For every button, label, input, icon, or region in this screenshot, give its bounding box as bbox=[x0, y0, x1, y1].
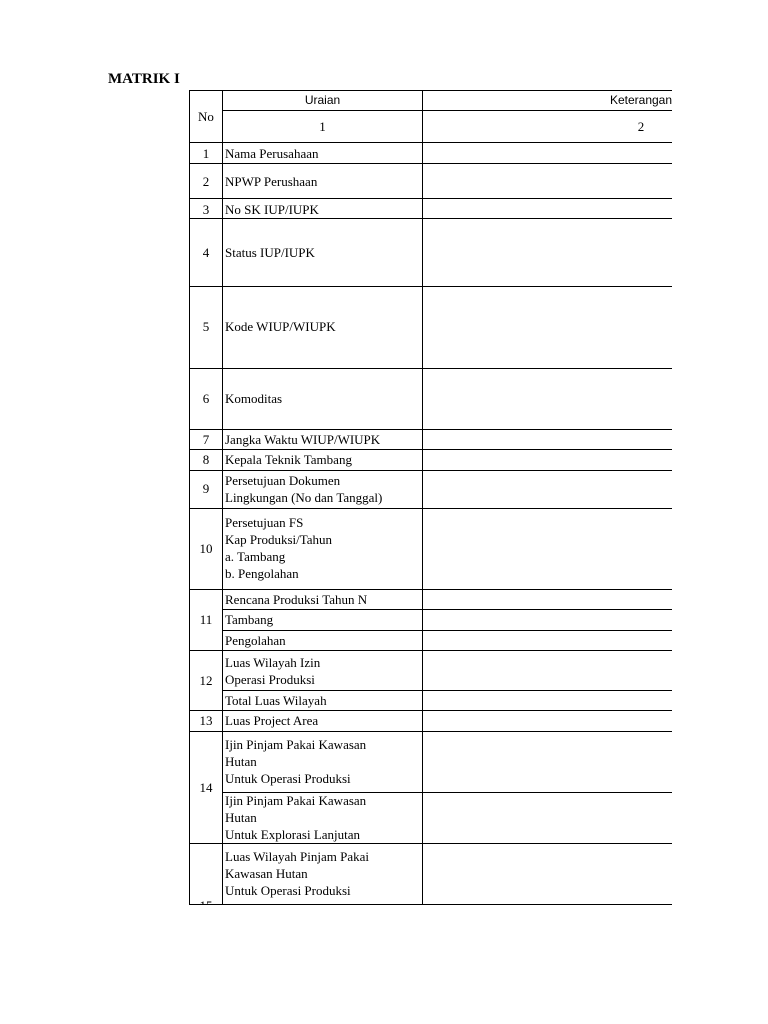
table-row-divider bbox=[222, 630, 672, 631]
table-row-divider bbox=[189, 429, 672, 430]
row-number: 6 bbox=[202, 391, 210, 406]
row-label: Rencana Produksi Tahun N bbox=[225, 592, 368, 607]
table-row-divider bbox=[189, 650, 672, 651]
table-row-divider bbox=[189, 90, 672, 91]
table-row-divider bbox=[189, 589, 672, 590]
row-label: Persetujuan FS Kap Produksi/Tahun a. Tambang b. Pengolahan bbox=[225, 515, 333, 581]
document-title: MATRIK I bbox=[108, 71, 180, 87]
row-number: 4 bbox=[202, 245, 210, 260]
row-number: 13 bbox=[199, 713, 213, 728]
table-col-divider bbox=[422, 90, 423, 904]
row-number: 12 bbox=[199, 673, 213, 688]
row-number: 11 bbox=[199, 612, 213, 627]
row-number: 10 bbox=[199, 541, 213, 556]
row-number: 3 bbox=[202, 202, 210, 217]
row-label: Pengolahan bbox=[225, 633, 286, 648]
row-label: Status IUP/IUPK bbox=[225, 245, 315, 260]
row-label: Persetujuan Dokumen Lingkungan (No dan Tanggal) bbox=[225, 473, 383, 505]
row-label: Total Luas Wilayah bbox=[225, 693, 327, 708]
row-label: No SK IUP/IUPK bbox=[225, 202, 319, 217]
table-row-divider bbox=[222, 609, 672, 610]
row-label: Ijin Pinjam Pakai Kawasan Hutan Untuk Operasi Produksi bbox=[225, 737, 367, 786]
row-label: Ijin Pinjam Pakai Kawasan Hutan Untuk Explorasi Lanjutan bbox=[225, 793, 367, 842]
header-col-number: 2 bbox=[637, 119, 645, 134]
table-row-divider bbox=[189, 198, 672, 199]
table-row-divider bbox=[189, 163, 672, 164]
row-number: 5 bbox=[202, 319, 210, 334]
table-col-divider bbox=[222, 90, 223, 904]
row-label: Komoditas bbox=[225, 391, 283, 406]
table-row-divider bbox=[189, 218, 672, 219]
table-row-divider bbox=[189, 710, 672, 711]
row-number: 7 bbox=[202, 432, 210, 447]
table-row-divider bbox=[189, 286, 672, 287]
table-row-divider bbox=[189, 843, 672, 844]
table-row-divider bbox=[189, 368, 672, 369]
header-uraian: Uraian bbox=[304, 93, 341, 107]
row-label: Jangka Waktu WIUP/WIUPK bbox=[225, 432, 381, 447]
row-number: 14 bbox=[199, 780, 213, 795]
table-row-divider bbox=[222, 110, 672, 111]
table-row-divider bbox=[189, 508, 672, 509]
header-keterangan: Keterangan bbox=[609, 93, 673, 107]
table-row-divider bbox=[189, 470, 672, 471]
row-label: Kode WIUP/WIUPK bbox=[225, 319, 336, 334]
row-label: Kepala Teknik Tambang bbox=[225, 452, 352, 467]
header-no: No bbox=[198, 109, 214, 124]
table-row-divider bbox=[222, 690, 672, 691]
row-label: Luas Project Area bbox=[225, 713, 319, 728]
table-row-divider bbox=[189, 731, 672, 732]
row-number: 1 bbox=[202, 146, 210, 161]
row-label: Tambang bbox=[225, 612, 274, 627]
row-label: NPWP Perushaan bbox=[225, 174, 318, 189]
table-row-divider bbox=[189, 449, 672, 450]
row-number: 8 bbox=[202, 452, 210, 467]
header-col-number: 1 bbox=[319, 119, 326, 134]
row-label: Nama Perusahaan bbox=[225, 146, 319, 161]
row-label: Luas Wilayah Izin Operasi Produksi bbox=[225, 655, 321, 687]
page-clip bbox=[189, 905, 689, 1024]
row-number: 2 bbox=[202, 174, 210, 189]
row-label: Luas Wilayah Pinjam Pakai Kawasan Hutan Untuk Operasi Produksi bbox=[225, 849, 370, 898]
row-number: 9 bbox=[202, 481, 210, 496]
table-row-divider bbox=[189, 142, 672, 143]
